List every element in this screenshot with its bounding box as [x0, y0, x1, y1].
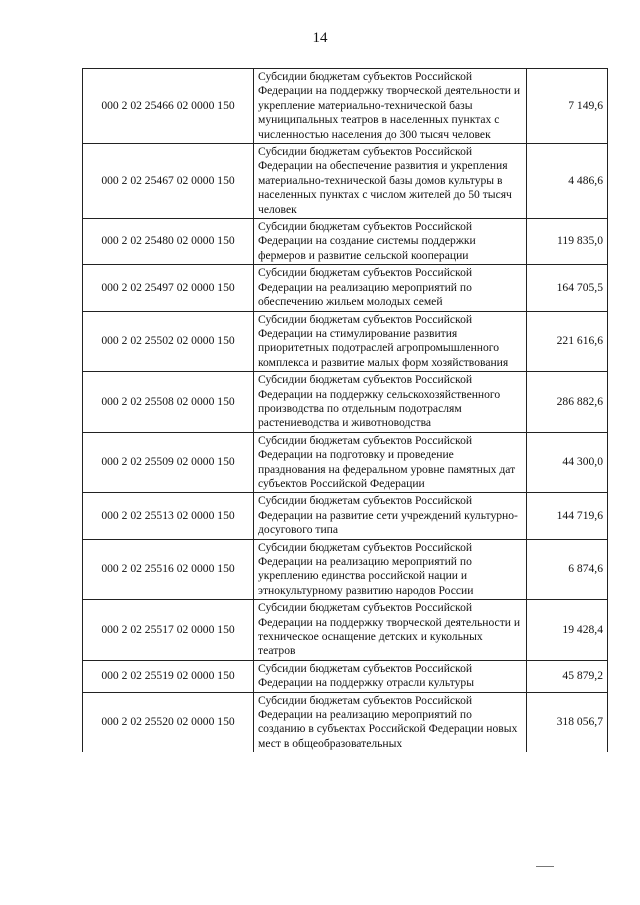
page-number: 14 — [312, 30, 328, 46]
table-row — [83, 69, 608, 144]
table-row — [83, 432, 608, 493]
description-cell: Субсидии бюджетам субъектов Российской Федерации на создание системы поддержки фермеров и развитие сельской кооперации — [254, 219, 527, 265]
description-cell: Субсидии бюджетам субъектов Российской Федерации на реализацию мероприятий по укреплению единства российской нации и этнокультурному развитию народов России — [254, 539, 527, 600]
budget-code-cell: 000 2 02 25508 02 0000 150 — [83, 372, 254, 433]
description-cell: Субсидии бюджетам субъектов Российской Федерации на поддержку сельскохозяйственного производства по отдельным подотраслям растениеводства и животноводства — [254, 372, 527, 433]
amount-cell: 44 300,0 — [527, 432, 608, 493]
table-row — [83, 219, 608, 265]
scan-mark — [536, 866, 554, 867]
table-row — [83, 372, 608, 433]
amount-cell: 164 705,5 — [527, 265, 608, 311]
description-cell: Субсидии бюджетам субъектов Российской Федерации на поддержку отрасли культуры — [254, 660, 527, 692]
description-cell: Субсидии бюджетам субъектов Российской Федерации на развитие сети учреждений культурно-досугового типа — [254, 493, 527, 539]
amount-cell: 19 428,4 — [527, 600, 608, 661]
amount-cell: 221 616,6 — [527, 311, 608, 372]
budget-code-cell: 000 2 02 25497 02 0000 150 — [83, 265, 254, 311]
table-row — [83, 311, 608, 372]
budget-code-cell: 000 2 02 25466 02 0000 150 — [83, 69, 254, 144]
amount-cell: 7 149,6 — [527, 69, 608, 144]
description-cell: Субсидии бюджетам субъектов Российской Федерации на поддержку творческой деятельности и укрепление материально-технической базы муниципальных театров в населенных пунктах с численностью населения до 300 тысяч человек — [254, 69, 527, 144]
budget-code-cell: 000 2 02 25509 02 0000 150 — [83, 432, 254, 493]
table-row — [83, 144, 608, 219]
amount-cell: 4 486,6 — [527, 144, 608, 219]
budget-code-cell: 000 2 02 25467 02 0000 150 — [83, 144, 254, 219]
description-cell: Субсидии бюджетам субъектов Российской Федерации на подготовку и проведение празднования на федеральном уровне памятных дат субъектов Российской Федерации — [254, 432, 527, 493]
amount-cell: 45 879,2 — [527, 660, 608, 692]
description-cell: Субсидии бюджетам субъектов Российской Федерации на поддержку творческой деятельности и техническое оснащение детских и кукольных театров — [254, 600, 527, 661]
table-row — [83, 493, 608, 539]
amount-cell: 286 882,6 — [527, 372, 608, 433]
description-cell: Субсидии бюджетам субъектов Российской Федерации на обеспечение развития и укрепления материально-технической базы домов культуры в населенных пунктах с числом жителей до 50 тысяч человек — [254, 144, 527, 219]
table-row — [83, 539, 608, 600]
table-row — [83, 600, 608, 661]
description-cell: Субсидии бюджетам субъектов Российской Федерации на стимулирование развития приоритетных подотраслей агропромышленного комплекса и развитие малых форм хозяйствования — [254, 311, 527, 372]
budget-code-cell: 000 2 02 25519 02 0000 150 — [83, 660, 254, 692]
table-row — [83, 660, 608, 692]
budget-code-cell: 000 2 02 25517 02 0000 150 — [83, 600, 254, 661]
budget-table — [82, 68, 608, 752]
amount-cell: 119 835,0 — [527, 219, 608, 265]
budget-code-cell: 000 2 02 25516 02 0000 150 — [83, 539, 254, 600]
budget-code-cell: 000 2 02 25520 02 0000 150 — [83, 692, 254, 752]
budget-code-cell: 000 2 02 25513 02 0000 150 — [83, 493, 254, 539]
table-row — [83, 692, 608, 752]
table-row — [83, 265, 608, 311]
description-cell: Субсидии бюджетам субъектов Российской Федерации на реализацию мероприятий по обеспечению жильем молодых семей — [254, 265, 527, 311]
amount-cell: 144 719,6 — [527, 493, 608, 539]
budget-code-cell: 000 2 02 25502 02 0000 150 — [83, 311, 254, 372]
amount-cell: 318 056,7 — [527, 692, 608, 752]
description-cell: Субсидии бюджетам субъектов Российской Федерации на реализацию мероприятий по созданию в субъектах Российской Федерации новых мест в общеобразовательных — [254, 692, 527, 752]
amount-cell: 6 874,6 — [527, 539, 608, 600]
budget-code-cell: 000 2 02 25480 02 0000 150 — [83, 219, 254, 265]
